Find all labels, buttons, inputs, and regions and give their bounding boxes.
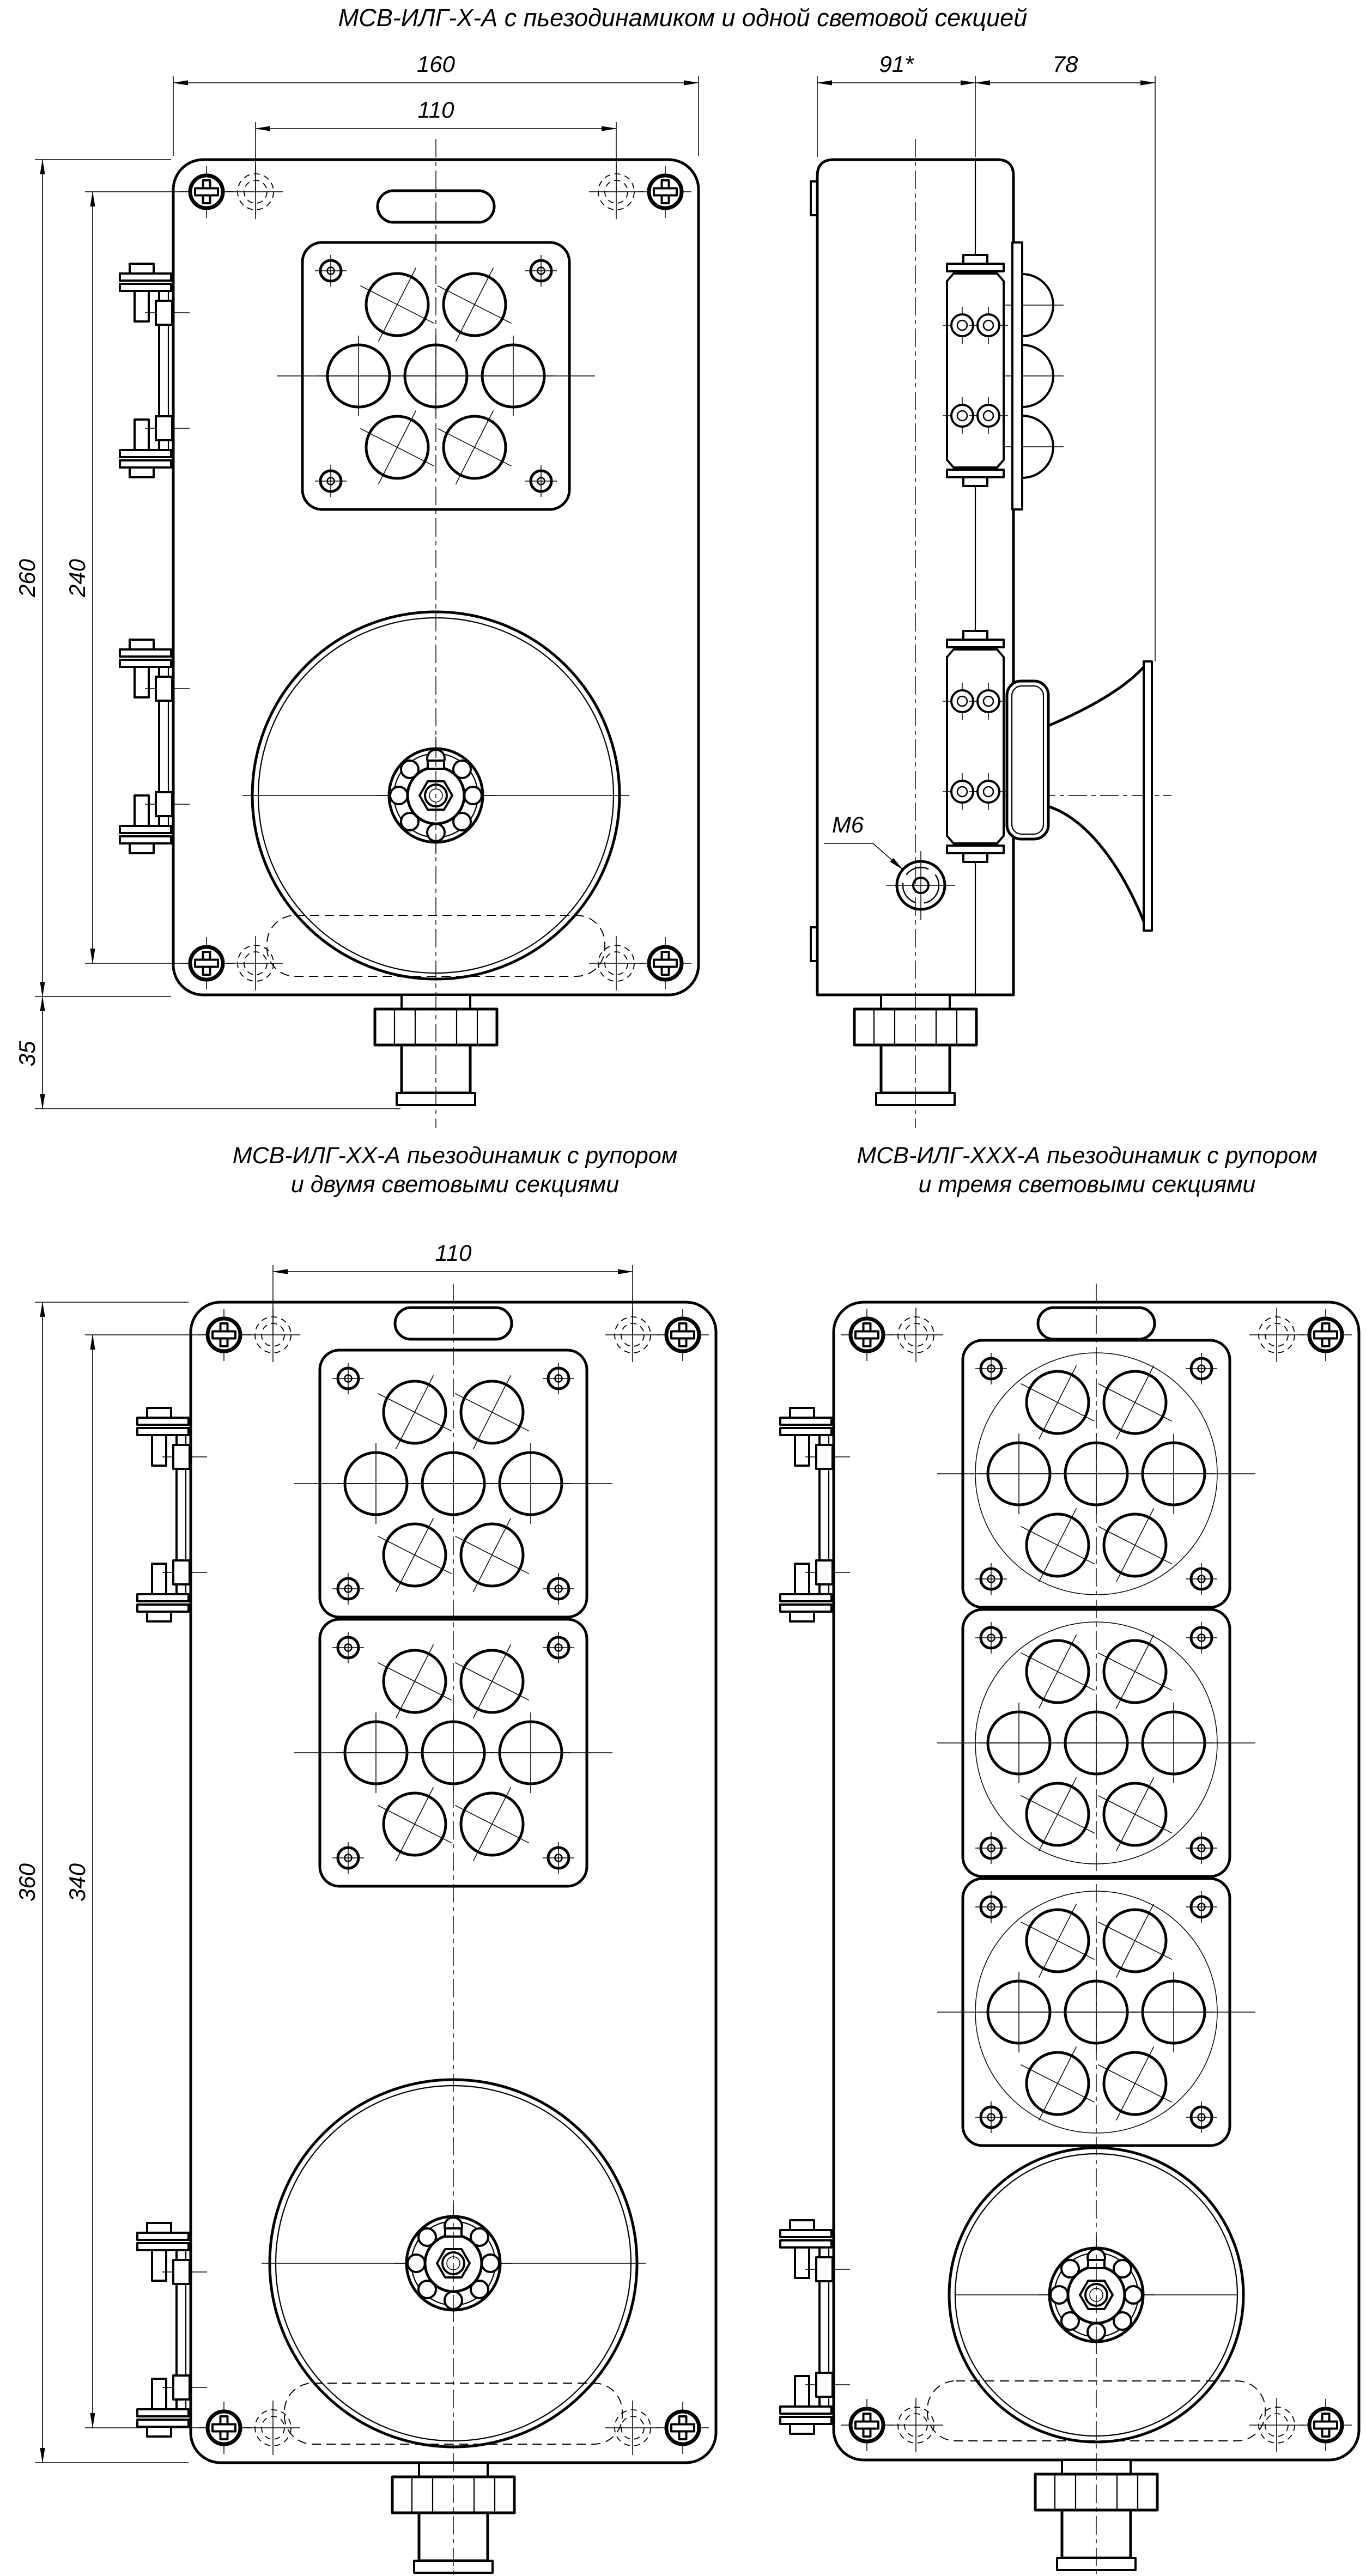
view-front-three-sections — [780, 1284, 1359, 2574]
corner-screw — [639, 166, 691, 218]
mount-hole-phantom — [246, 1308, 300, 1362]
mount-hole-phantom — [605, 1308, 660, 1362]
hinge-tab — [811, 927, 817, 961]
mounting-bracket — [120, 640, 190, 853]
view-front-two-sections — [14, 1240, 716, 2575]
mounting-bracket — [780, 2220, 850, 2434]
thread-label: М6 — [831, 812, 864, 837]
view-side — [811, 51, 1171, 1128]
corner-screw — [1300, 1309, 1352, 1361]
mounting-bracket — [780, 1408, 850, 1621]
caption-three-sections-line1: МСВ-ИЛГ-ХХХ-А пьезодинамик с рупором — [857, 1143, 1318, 1169]
dim-height-label: 260 — [14, 558, 40, 598]
dim-height-360 — [14, 1302, 189, 2463]
sheet-title: МСВ-ИЛГ-Х-А с пьезодинамиком и одной световой секцией — [338, 4, 1028, 32]
hinge-tab — [811, 181, 817, 215]
horn — [1005, 661, 1171, 931]
dim-holes-horizontal-110 — [273, 1240, 633, 1335]
dim-holes-h-label: 110 — [417, 97, 454, 123]
mounting-bracket-side — [943, 630, 1008, 863]
dim-horn-label: 78 — [1052, 51, 1078, 77]
corner-screw — [657, 2402, 709, 2454]
corner-screw — [639, 937, 691, 989]
mount-hole-phantom — [889, 1308, 943, 1362]
dim-holes-h-label: 110 — [435, 1240, 472, 1266]
mount-hole-phantom — [246, 2401, 300, 2455]
light-section-side — [1005, 242, 1064, 509]
mount-hole-phantom — [1249, 1308, 1304, 1362]
dim-gland-35 — [14, 997, 400, 1109]
mounting-bracket — [120, 264, 190, 477]
caption-two-sections-line2: и двумя световыми секциями — [290, 1171, 620, 1198]
dim-depth-91 — [817, 51, 975, 157]
corner-screw — [180, 937, 233, 989]
corner-screw — [198, 1309, 250, 1361]
corner-screw — [841, 2399, 893, 2451]
mount-hole-phantom — [1249, 2398, 1304, 2452]
dim-gland-label: 35 — [14, 1041, 40, 1067]
mount-hole-phantom — [889, 2398, 943, 2452]
mounting-bracket — [137, 2223, 207, 2437]
caption-three-sections-line2: и тремя световыми секциями — [918, 1171, 1256, 1198]
view-front-one-section — [14, 51, 699, 1128]
corner-screw — [657, 1309, 709, 1361]
dim-height-label: 360 — [14, 1863, 40, 1902]
corner-screw — [1300, 2399, 1352, 2451]
mount-hole-phantom — [589, 165, 643, 219]
caption-two-sections-line1: МСВ-ИЛГ-ХХ-А пьезодинамик с рупором — [232, 1143, 678, 1169]
corner-screw — [180, 166, 233, 218]
mount-hole-phantom — [228, 165, 283, 219]
dim-holes-v-label: 340 — [64, 1863, 90, 1902]
corner-screw — [841, 1309, 893, 1361]
dim-depth-label: 91* — [879, 51, 914, 77]
dim-holes-v-label: 240 — [64, 558, 90, 598]
mounting-bracket-side — [943, 254, 1008, 487]
corner-screw — [198, 2402, 250, 2454]
ground-bolt-m6 — [824, 812, 955, 920]
mount-hole-phantom — [605, 2401, 660, 2455]
mount-hole-phantom — [589, 936, 643, 991]
mount-hole-phantom — [228, 936, 283, 991]
dim-width-label: 160 — [416, 51, 456, 77]
mounting-bracket — [137, 1408, 207, 1621]
